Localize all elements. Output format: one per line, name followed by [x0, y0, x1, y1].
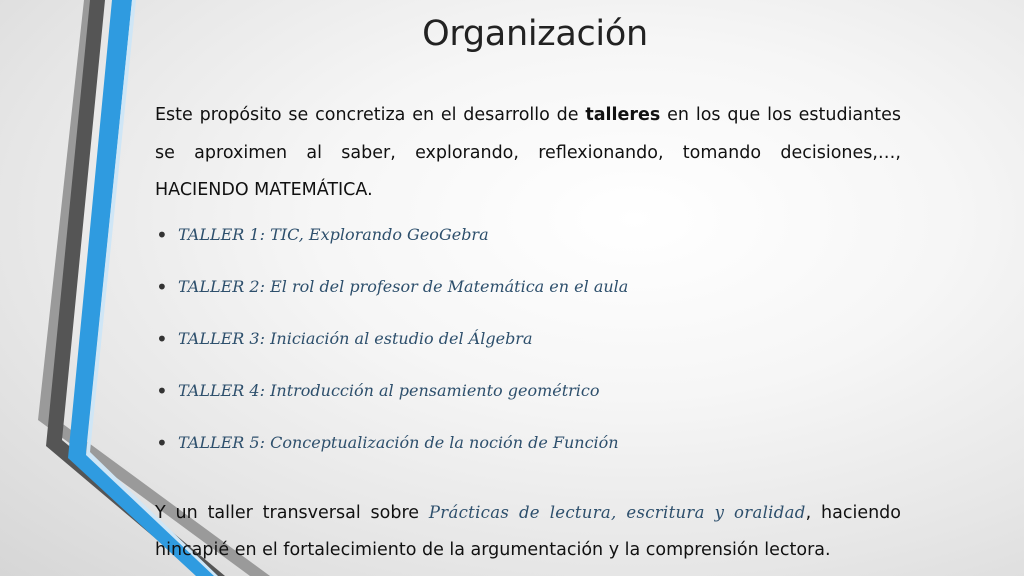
- workshop-label: TALLER 4: Introducción al pensamiento geométrico: [178, 380, 600, 400]
- list-item: [155, 376, 901, 428]
- bullet-icon: •: [156, 222, 168, 247]
- list-item: [155, 220, 901, 272]
- workshop-list: [155, 220, 901, 480]
- closing-highlight: Prácticas de lectura, escritura y oralidad: [428, 502, 806, 522]
- list-item: [155, 324, 901, 376]
- workshop-label: TALLER 3: Iniciación al estudio del Álgebra: [178, 328, 533, 348]
- slide-title: Organización: [422, 14, 648, 54]
- workshop-label: TALLER 2: El rol del profesor de Matemática en el aula: [178, 276, 629, 296]
- bullet-icon: •: [156, 326, 168, 351]
- slide-content: [155, 97, 901, 570]
- bullet-icon: •: [156, 274, 168, 299]
- intro-text-before: Este propósito se concretiza en el desarrollo de: [155, 105, 586, 125]
- closing-text-before: Y un taller transversal sobre: [155, 502, 429, 523]
- workshop-label: TALLER 5: Conceptualización de la noción de Función: [178, 432, 619, 452]
- bullet-icon: •: [156, 430, 168, 455]
- intro-bold-word: talleres: [585, 105, 661, 125]
- intro-paragraph: [155, 97, 901, 210]
- bullet-icon: •: [156, 378, 168, 403]
- workshop-label: TALLER 1: TIC, Explorando GeoGebra: [178, 224, 489, 244]
- intro-text-after: en los que los estudiantes se aproximen al saber, explorando, reflexionando, tomando decisiones,…, HACIENDO MATEMÁTICA.: [155, 105, 901, 200]
- list-item: [155, 428, 901, 480]
- closing-paragraph: [155, 494, 901, 570]
- list-item: [155, 272, 901, 324]
- closing-text-after: , haciendo hincapié en el fortalecimiento de la argumentación y la comprensión lectora.: [155, 502, 901, 560]
